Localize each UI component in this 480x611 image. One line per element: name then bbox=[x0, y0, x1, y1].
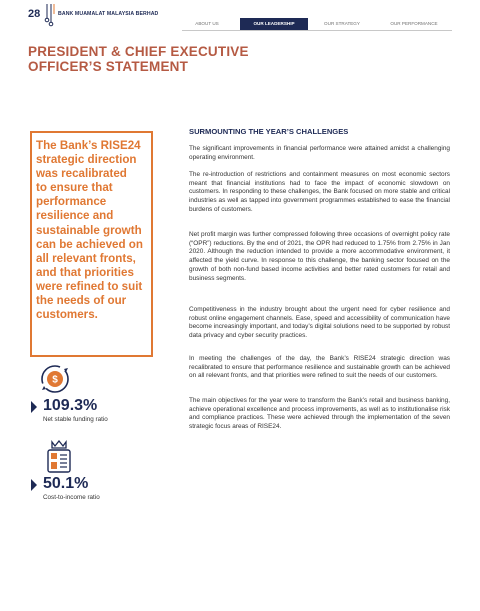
pull-quote-line: resilience and bbox=[36, 209, 114, 223]
pull-quote-line: was recalibrated bbox=[36, 167, 127, 181]
section-heading: SURMOUNTING THE YEAR’S CHALLENGES bbox=[189, 127, 349, 136]
article-paragraph: In meeting the challenges of the day, the Bank’s RISE24 strategic direction was recalibrated to ensure that performance resilience and sustainable growth can be achieved on all relevant fronts, and that priorities were refined to suit the needs of our customers. bbox=[189, 355, 450, 380]
pull-quote bbox=[36, 139, 154, 322]
stat-arrow-icon bbox=[31, 479, 37, 491]
pull-quote-line: to ensure that bbox=[36, 181, 113, 195]
pull-quote-line: sustainable growth bbox=[36, 223, 142, 237]
pull-quote-line: performance bbox=[36, 195, 107, 209]
stat-value: 50.1% bbox=[43, 475, 89, 492]
pull-quote-line: strategic direction bbox=[36, 153, 137, 167]
pull-quote-line: all relevant fronts, bbox=[36, 251, 136, 265]
circuit-logo-icon bbox=[44, 4, 56, 28]
top-nav bbox=[182, 18, 452, 30]
nav-our-strategy[interactable]: OUR STRATEGY bbox=[324, 21, 360, 26]
stat-label: Cost-to-income ratio bbox=[43, 494, 100, 501]
svg-text:$: $ bbox=[52, 374, 58, 386]
calculator-icon bbox=[44, 440, 74, 474]
pull-quote-line: were refined to suit bbox=[36, 279, 143, 293]
pull-quote-line: the needs of our bbox=[36, 294, 127, 308]
nav-our-leadership[interactable]: OUR LEADERSHIP bbox=[240, 18, 308, 30]
pull-quote-line: The Bank’s RISE24 bbox=[36, 139, 141, 152]
dollar-cycle-icon bbox=[40, 364, 70, 394]
article-paragraph: Competitiveness in the industry brought about the urgent need for cyber resilience and robust online engagement channels. Ease, speed and accessibility of communication have become increasingly important, and today’s digital solutions need to be supported by robust data privacy and cyber security practices. bbox=[189, 306, 450, 340]
article-paragraph: Net profit margin was further compressed following three occasions of overnight policy rate (“OPR”) reductions. By the end of 2021, the OPR had reduced to 1.75% from 2.75% in Jan 2020. Although the reduction intended to provide a more accommodative environment, it affected the yield curve. In response to this challenge, the banking sector focused on the growth of both non-fund based income activities and better rated customers for retail and business segments. bbox=[189, 231, 450, 282]
nav-divider bbox=[182, 30, 452, 31]
bank-name: BANK MUAMALAT MALAYSIA BERHAD bbox=[58, 11, 159, 17]
stat-value: 109.3% bbox=[43, 397, 98, 414]
page-title bbox=[28, 44, 328, 74]
page-number: 28 bbox=[28, 8, 41, 20]
page-title-line-1: PRESIDENT & CHIEF EXECUTIVE bbox=[28, 44, 249, 59]
pull-quote-line: can be achieved on bbox=[36, 237, 143, 251]
nav-our-performance[interactable]: OUR PERFORMANCE bbox=[390, 21, 438, 26]
nav-about-us[interactable]: ABOUT US bbox=[195, 21, 219, 26]
pull-quote-line: customers. bbox=[36, 308, 98, 322]
page-title-line-2: OFFICER’S STATEMENT bbox=[28, 59, 189, 74]
article-paragraph: The main objectives for the year were to transform the Bank’s retail and business banking, achieve operational excellence and process improvements, as well as to institutionalise risk and compliance practices. These were achieved through the implementation of the seven strategic focus areas of RISE24. bbox=[189, 397, 450, 431]
pull-quote-line: and that priorities bbox=[36, 265, 134, 279]
article-paragraph: The significant improvements in financial performance were attained amidst a challenging operating environment. bbox=[189, 145, 450, 161]
stat-label: Net stable funding ratio bbox=[43, 416, 108, 423]
stat-arrow-icon bbox=[31, 401, 37, 413]
article-paragraph: The re-introduction of restrictions and containment measures on most economic sectors meant that financial institutions had to face the impact of economic slowdown on customers. In responding to these challenges, the Bank focused on more stable and critical industries as well as tapped into government programmes established to ease the financial burdens of customers. bbox=[189, 171, 450, 213]
